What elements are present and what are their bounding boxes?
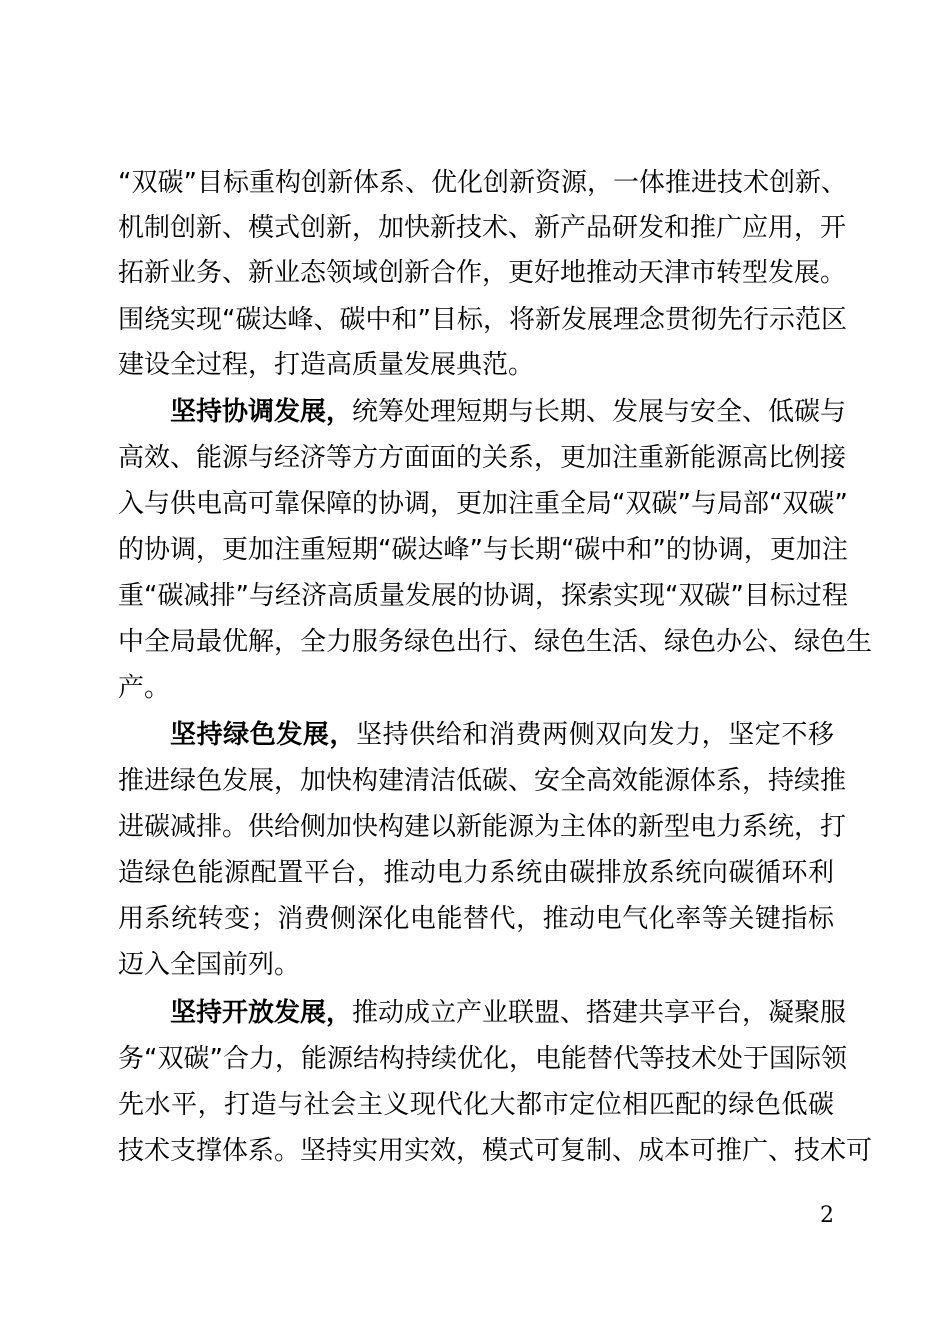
- paragraph-first-line: [170, 996, 847, 1030]
- text-line: “双碳”目标重构创新体系、优化创新资源，一体推进技术创新、: [118, 168, 847, 198]
- paragraph-heading: 坚持协调发展，: [170, 397, 353, 427]
- page-number: 2: [820, 1203, 834, 1228]
- text-line: 迈入全国前列。: [118, 950, 301, 980]
- paragraph-heading: 坚持绿色发展，: [170, 720, 357, 750]
- paragraph-text: 坚持供给和消费两侧双向发力，坚定不移: [356, 720, 834, 750]
- text-line: 建设全过程，打造高质量发展典范。: [118, 350, 535, 380]
- text-line: 技术支撑体系。坚持实用实效，模式可复制、成本可推广、技术可: [118, 1136, 873, 1166]
- text-line: 先水平，打造与社会主义现代化大都市定位相匹配的绿色低碳: [118, 1090, 834, 1120]
- text-line: 的协调，更加注重短期“碳达峰”与长期“碳中和”的协调，更加注: [118, 535, 848, 565]
- text-line: 拓新业务、新业态领域创新合作，更好地推动天津市转型发展。: [118, 258, 847, 288]
- text-line: 中全局最优解，全力服务绿色出行、绿色生活、绿色办公、绿色生: [118, 627, 873, 657]
- text-line: 进碳减排。供给侧加快构建以新能源为主体的新型电力系统，打: [118, 812, 847, 842]
- text-line: 产。: [118, 673, 171, 703]
- text-line: 重“碳减排”与经济高质量发展的协调，探索实现“双碳”目标过程: [118, 581, 848, 611]
- paragraph-text: 统筹处理短期与长期、发展与安全、低碳与: [352, 397, 847, 427]
- paragraph-heading: 坚持开放发展，: [170, 998, 353, 1028]
- paragraph-first-line: [170, 395, 847, 429]
- text-line: 高效、能源与经济等方方面面的关系，更加注重新能源高比例接: [118, 443, 847, 473]
- text-line: 推进绿色发展，加快构建清洁低碳、安全高效能源体系，持续推: [118, 766, 847, 796]
- text-line: 入与供电高可靠保障的协调，更加注重全局“双碳”与局部“双碳”: [118, 489, 848, 519]
- paragraph-text: 推动成立产业联盟、搭建共享平台，凝聚服: [352, 998, 847, 1028]
- text-line: 机制创新、模式创新，加快新技术、新产品研发和推广应用，开: [118, 213, 847, 243]
- text-line: 用系统转变；消费侧深化电能替代，推动电气化率等关键指标: [118, 904, 834, 934]
- text-line: 造绿色能源配置平台，推动电力系统由碳排放系统向碳循环利: [118, 858, 834, 888]
- text-line: 围绕实现“碳达峰、碳中和”目标，将新发展理念贯彻先行示范区: [118, 305, 847, 335]
- paragraph-first-line: [170, 718, 834, 752]
- text-line: 务“双碳”合力，能源结构持续优化，电能替代等技术处于国际领: [118, 1044, 847, 1074]
